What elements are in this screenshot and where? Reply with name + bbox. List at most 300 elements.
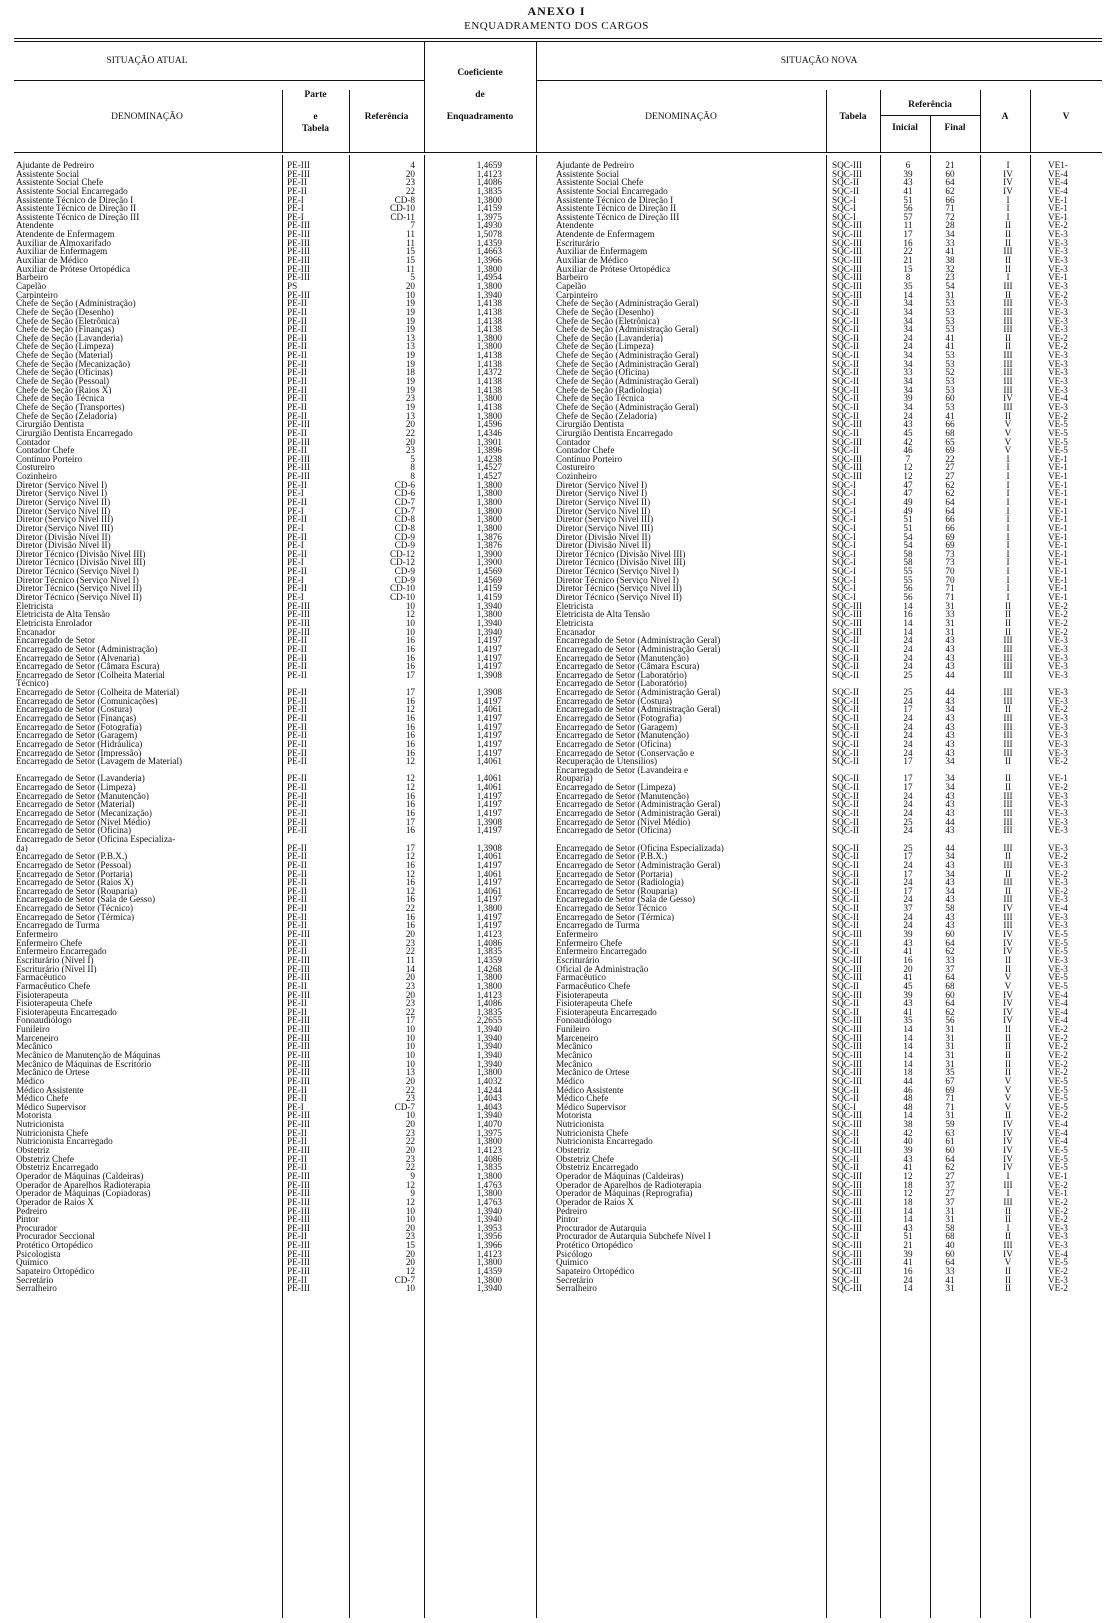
cell-tabela-nova: SQC-II — [832, 635, 860, 646]
cell-coluna-v: VE-3 — [1048, 730, 1068, 741]
cell-referencia-inicial: 54 — [903, 531, 913, 542]
cell-parte-tabela: PE-II — [287, 306, 307, 317]
cell-coluna-a: III — [1003, 721, 1013, 732]
cell-denominacao-nova: Encarregado de Setor (Sala de Gesso) — [556, 895, 696, 905]
cell-referencia-inicial: 47 — [903, 479, 913, 490]
cell-denominacao-nova: Encarregado de Setor (Laboratório) — [556, 679, 687, 689]
cell-coeficiente: 1,4138 — [476, 306, 502, 317]
cell-referencia-inicial: 24 — [903, 643, 913, 654]
cell-referencia-final: 53 — [945, 358, 955, 369]
cell-tabela-nova: SQC-II — [832, 790, 860, 801]
cell-denominacao-atual: Mecânico — [16, 1042, 53, 1051]
cell-referencia-atual: 19 — [405, 358, 415, 369]
cell-denominacao-nova: Contador — [556, 437, 591, 447]
cell-denominacao-nova: Químico — [556, 1258, 589, 1268]
cell-referencia-final: 34 — [945, 756, 955, 767]
cell-coluna-a: IV — [1003, 185, 1013, 196]
cell-referencia-atual: 10 — [405, 1283, 415, 1294]
cell-coeficiente: 1,3800 — [476, 341, 502, 352]
header-denominacao-nova: DENOMINAÇÃO — [645, 112, 717, 122]
cell-referencia-inicial: 24 — [903, 799, 913, 810]
cell-denominacao-nova: Diretor (Serviço Nível I) — [556, 480, 648, 490]
cell-coluna-v: VE-3 — [1048, 643, 1068, 654]
cell-referencia-final: 54 — [945, 280, 955, 291]
cell-parte-tabela: PE-II — [287, 1006, 307, 1017]
cell-denominacao-atual: Atendente de Enfermagem — [16, 230, 115, 239]
cell-parte-tabela: PE-II — [287, 687, 307, 698]
header-situacao-nova: SITUAÇÃO NOVA — [780, 56, 858, 66]
cell-referencia-final: 37 — [945, 1179, 955, 1190]
cell-referencia-atual: 12 — [405, 773, 415, 784]
top-rule — [14, 38, 1102, 39]
cell-coluna-v: VE-1 — [1048, 272, 1068, 283]
cell-denominacao-nova: Médico Assistente — [556, 1085, 624, 1095]
cell-tabela-nova: SQC-II — [832, 773, 860, 784]
cell-tabela-nova: SQC-I — [832, 583, 856, 594]
cell-denominacao-nova: Funileiro — [556, 1025, 590, 1034]
cell-referencia-inicial: 16 — [903, 954, 913, 965]
cell-referencia-atual: CD-12 — [389, 557, 415, 568]
cell-tabela-nova: SQC-II — [832, 808, 860, 819]
cell-coeficiente: 1,4569 — [476, 574, 502, 585]
cell-referencia-atual: 18 — [405, 367, 415, 378]
cell-referencia-atual: CD-8 — [394, 514, 415, 525]
cell-coeficiente: 1,4138 — [476, 324, 502, 335]
cell-denominacao-nova: Assistente Técnico de Direção II — [556, 204, 677, 213]
cell-parte-tabela: PE-II — [287, 324, 307, 335]
cell-referencia-final: 43 — [945, 859, 955, 870]
cell-tabela-nova: SQC-III — [832, 237, 863, 248]
cell-coeficiente: 1,3940 — [476, 1041, 502, 1052]
cell-denominacao-nova: Chefe de Seção (Eletrônica) — [556, 316, 660, 326]
cell-referencia-inicial: 35 — [903, 280, 913, 291]
cell-referencia-atual: 16 — [405, 877, 415, 888]
cell-denominacao-nova: Encarregado de Setor (Manutenção) — [556, 653, 689, 663]
cell-denominacao-nova: Recuperação de Utensílios) — [556, 757, 658, 766]
cell-tabela-nova: SQC-II — [832, 859, 860, 870]
cell-referencia-final: 66 — [945, 514, 955, 525]
cell-tabela-nova: SQC-III — [832, 272, 863, 283]
cell-coluna-a: III — [1003, 350, 1013, 361]
cell-tabela-nova: SQC-II — [832, 1093, 860, 1104]
cell-parte-tabela: PE-II — [287, 514, 307, 525]
cell-denominacao-atual: Encarregado de Setor (Costura) — [16, 705, 133, 715]
cell-tabela-nova: SQC-I — [832, 505, 856, 516]
table-body — [0, 161, 1113, 1293]
cell-referencia-inicial: 24 — [903, 652, 913, 663]
cell-denominacao-atual: Sapateiro Ortopédico — [16, 1267, 95, 1276]
cell-parte-tabela: PE-II — [287, 721, 307, 732]
cell-coluna-v: VE-3 — [1048, 1274, 1068, 1285]
cell-coluna-v: VE-2 — [1048, 868, 1068, 879]
cell-denominacao-atual: Barbeiro — [16, 273, 49, 282]
cell-referencia-inicial: 12 — [903, 1170, 913, 1181]
cell-referencia-atual: 16 — [405, 738, 415, 749]
cell-referencia-final: 70 — [945, 566, 955, 577]
cell-referencia-inicial: 51 — [903, 194, 913, 205]
cell-parte-tabela: PE-II — [287, 1127, 307, 1138]
cell-coluna-a: II — [1004, 1024, 1012, 1035]
cell-coluna-a: V — [1004, 427, 1012, 438]
cell-referencia-atual: 19 — [405, 315, 415, 326]
cell-coeficiente: 1,4197 — [476, 911, 502, 922]
cell-parte-tabela: PE-III — [287, 1015, 310, 1026]
cell-referencia-atual: 8 — [410, 471, 415, 482]
cell-coluna-a: IV — [1003, 1162, 1013, 1173]
cell-coluna-a: II — [1004, 341, 1012, 352]
cell-coluna-a: IV — [1003, 998, 1013, 1009]
cell-tabela-nova: SQC-III — [832, 471, 863, 482]
cell-denominacao-nova: Procurador de Autarquia — [556, 1223, 647, 1233]
cell-denominacao-atual: Funileiro — [16, 1025, 50, 1034]
cell-tabela-nova: SQC-III — [832, 1032, 863, 1043]
cell-coeficiente: 1,3800 — [476, 194, 502, 205]
cell-parte-tabela: PE-III — [287, 272, 310, 283]
cell-coeficiente: 1,4138 — [476, 358, 502, 369]
cell-coluna-v: VE-3 — [1048, 816, 1068, 827]
cell-referencia-inicial: 24 — [903, 920, 913, 931]
cell-referencia-final: 43 — [945, 713, 955, 723]
cell-referencia-inicial: 18 — [903, 1067, 913, 1078]
cell-coeficiente: 1,4061 — [476, 868, 502, 879]
cell-coluna-a: II — [1004, 773, 1012, 784]
cell-denominacao-nova: Eletricista — [556, 601, 594, 611]
cell-coluna-a: II — [1004, 868, 1012, 879]
cell-referencia-final: 53 — [945, 384, 955, 395]
cell-coeficiente: 1,4138 — [476, 315, 502, 326]
cell-coluna-a: III — [1003, 661, 1013, 672]
cell-coluna-v: VE-4 — [1048, 1119, 1068, 1130]
cell-referencia-inicial: 24 — [903, 790, 913, 801]
cell-coluna-v: VE-1 — [1048, 496, 1068, 507]
header-tabela: Tabela — [839, 112, 867, 122]
cell-referencia-inicial: 24 — [903, 730, 913, 741]
cell-referencia-atual: 10 — [405, 1049, 415, 1060]
cell-tabela-nova: SQC-I — [832, 514, 856, 525]
cell-referencia-inicial: 43 — [903, 1222, 913, 1233]
cell-referencia-atual: 10 — [405, 1110, 415, 1121]
cell-referencia-final: 64 — [945, 496, 955, 507]
cell-referencia-atual: 19 — [405, 324, 415, 335]
cell-denominacao-atual: Chefe de Seção (Zeladoria) — [16, 411, 117, 421]
cell-tabela-nova: SQC-II — [832, 427, 860, 438]
cell-parte-tabela: PE-II — [287, 358, 307, 369]
cell-referencia-inicial: 34 — [903, 358, 913, 369]
cell-referencia-atual: CD-10 — [389, 583, 415, 594]
cell-denominacao-atual: Encarregado de Setor (Nível Médio) — [16, 817, 151, 827]
cell-coeficiente: 1,4123 — [476, 1248, 502, 1259]
cell-tabela-nova: SQC-III — [832, 617, 863, 628]
cell-coluna-a: I — [1006, 505, 1010, 516]
cell-referencia-final: 61 — [945, 1136, 955, 1147]
cell-denominacao-nova: Encarregado de Setor (Administração Geral) — [556, 644, 721, 654]
cell-parte-tabela: PE-III — [287, 1024, 310, 1035]
cell-coluna-a: III — [1003, 306, 1013, 317]
cell-referencia-inicial: 35 — [903, 1015, 913, 1026]
cell-denominacao-nova: Encarregado de Setor (Portaria) — [556, 869, 673, 879]
cell-parte-tabela: PE-III — [287, 168, 310, 179]
cell-denominacao-atual: Diretor (Serviço Nível II) — [16, 506, 111, 516]
cell-coluna-v: VE-4 — [1048, 185, 1068, 196]
cell-parte-tabela: PE-II — [287, 401, 307, 412]
cell-referencia-final: 31 — [945, 1214, 955, 1225]
cell-tabela-nova: SQC-I — [832, 211, 856, 222]
cell-denominacao-nova: Assistente Técnico de Direção III — [556, 212, 680, 222]
cell-denominacao-atual: Encarregado de Setor (Garagem) — [16, 731, 138, 740]
cell-referencia-atual: 17 — [405, 687, 415, 698]
cell-denominacao-nova: Operador de Aparelhos de Radioterapia — [556, 1180, 702, 1190]
cell-referencia-atual: CD-10 — [389, 203, 415, 214]
cell-referencia-atual: 12 — [405, 885, 415, 896]
cell-coluna-a: I — [1006, 488, 1010, 499]
cell-referencia-atual: 15 — [405, 1240, 415, 1251]
cell-parte-tabela: PE-III — [287, 220, 310, 231]
cell-parte-tabela: PE-II — [287, 341, 307, 352]
cell-denominacao-nova: Contínuo Porteiro — [556, 454, 623, 464]
cell-tabela-nova: SQC-II — [832, 704, 860, 715]
cell-referencia-inicial: 51 — [903, 522, 913, 533]
cell-referencia-inicial: 21 — [903, 255, 913, 266]
cell-coluna-v: VE-2 — [1048, 1214, 1068, 1225]
cell-tabela-nova: SQC-II — [832, 341, 860, 352]
cell-referencia-final: 43 — [945, 747, 955, 758]
cell-denominacao-nova: Cirurgião Dentista Encarregado — [556, 428, 673, 438]
cell-parte-tabela: PE-II — [287, 825, 307, 836]
cell-parte-tabela: PE-III — [287, 453, 310, 464]
cell-referencia-final: 43 — [945, 695, 955, 706]
cell-referencia-atual: 20 — [405, 1222, 415, 1233]
cell-denominacao-nova: Encarregado de Setor (Rouparia) — [556, 886, 678, 896]
cell-denominacao-nova: Chefe de Seção (Administração Geral) — [556, 402, 699, 412]
cell-coeficiente: 1,3940 — [476, 1049, 502, 1060]
cell-coluna-v: VE-1 — [1048, 583, 1068, 594]
cell-tabela-nova: SQC-II — [832, 920, 860, 931]
cell-coluna-a: II — [1004, 1041, 1012, 1052]
cell-referencia-atual: 11 — [406, 954, 415, 965]
cell-tabela-nova: SQC-II — [832, 1162, 860, 1173]
cell-denominacao-nova: Obstetriz Chefe — [556, 1154, 614, 1164]
cell-tabela-nova: SQC-III — [832, 1075, 863, 1086]
cell-denominacao-atual: Eletricista Enrolador — [16, 618, 93, 628]
cell-denominacao-nova: Chefe de Seção (Limpeza) — [556, 342, 654, 352]
cell-coluna-a: V — [1004, 436, 1012, 447]
cell-tabela-nova: SQC-III — [832, 989, 863, 1000]
cell-parte-tabela: PE-III — [287, 255, 310, 266]
cell-parte-tabela: PE-III — [287, 972, 310, 983]
cell-denominacao-nova: Diretor Técnico (Divisão Nível III) — [556, 558, 686, 568]
cell-referencia-inicial: 56 — [903, 583, 913, 594]
header-referencia-atual: Referência — [364, 112, 409, 122]
cell-parte-tabela: PE-III — [287, 1145, 310, 1156]
cell-tabela-nova: SQC-III — [832, 1170, 863, 1181]
cell-referencia-inicial: 49 — [903, 496, 913, 507]
cell-coeficiente: 1,3940 — [476, 626, 502, 637]
cell-referencia-inicial: 17 — [903, 885, 913, 896]
cell-coluna-a: III — [1003, 894, 1013, 905]
cell-tabela-nova: SQC-II — [832, 1136, 860, 1147]
cell-referencia-final: 41 — [945, 246, 955, 257]
cell-coluna-a: I — [1006, 203, 1010, 214]
cell-denominacao-atual: Encarregado de Setor (Lavanderia) — [16, 774, 145, 784]
cell-referencia-final: 68 — [945, 1231, 955, 1242]
cell-referencia-inicial: 25 — [903, 669, 913, 680]
cell-denominacao-atual: Encarregado de Setor (Térmica) — [16, 912, 135, 922]
cell-coeficiente: 1,4346 — [476, 427, 502, 438]
cell-denominacao-nova: Chefe de Seção (Oficina) — [556, 368, 650, 378]
cell-coluna-v: VE-3 — [1048, 635, 1068, 646]
cell-denominacao-atual: Nutricionista Encarregado — [16, 1137, 113, 1147]
cell-coluna-v: VE-3 — [1048, 246, 1068, 257]
cell-coeficiente: 1,4061 — [476, 756, 502, 767]
cell-tabela-nova: SQC-III — [832, 1024, 863, 1035]
cell-parte-tabela: PE-II — [287, 782, 307, 793]
cell-referencia-inicial: 38 — [903, 1119, 913, 1130]
cell-denominacao-nova: Diretor Técnico (Serviço Nível II) — [556, 584, 682, 594]
cell-coluna-v: VE-2 — [1048, 1067, 1068, 1078]
cell-referencia-final: 43 — [945, 808, 955, 819]
cell-referencia-final: 53 — [945, 376, 955, 387]
cell-referencia-atual: CD-9 — [394, 574, 415, 585]
cell-referencia-inicial: 16 — [903, 1266, 913, 1276]
cell-denominacao-atual: Chefe de Seção (Transportes) — [16, 402, 125, 412]
cell-tabela-nova: SQC-II — [832, 799, 860, 810]
cell-denominacao-nova: Chefe de Seção (Zeladoria) — [556, 411, 657, 421]
cell-referencia-inicial: 41 — [903, 185, 913, 196]
cell-coeficiente: 1,3940 — [476, 1058, 502, 1069]
cell-denominacao-atual: Encarregado de Setor (Colheita Material — [16, 670, 165, 680]
cell-coluna-a: II — [1004, 237, 1012, 248]
cell-referencia-final: 31 — [945, 1049, 955, 1060]
cell-coeficiente: 1,4197 — [476, 799, 502, 810]
cell-denominacao-atual: Contador — [16, 437, 51, 447]
cell-coluna-a: III — [1003, 790, 1013, 801]
top-rule-double — [14, 41, 1102, 42]
cell-coluna-v: VE-1 — [1048, 574, 1068, 585]
cell-referencia-final: 62 — [945, 1006, 955, 1017]
cell-coeficiente: 1,4197 — [476, 730, 502, 741]
cell-referencia-inicial: 58 — [903, 548, 913, 559]
cell-referencia-atual: 11 — [406, 263, 415, 274]
cell-denominacao-nova: Sapateiro Ortopédico — [556, 1267, 635, 1276]
cell-denominacao-nova: Encarregado de Setor (Manutenção) — [556, 791, 689, 801]
cell-parte-tabela: PE-I — [287, 505, 304, 516]
cell-coluna-v: VE-3 — [1048, 324, 1068, 335]
cell-tabela-nova: SQC-II — [832, 851, 860, 862]
cell-coluna-a: II — [1004, 220, 1012, 231]
cell-referencia-atual: 4 — [410, 160, 415, 170]
cell-referencia-inicial: 24 — [903, 661, 913, 672]
cell-referencia-atual: 12 — [405, 782, 415, 793]
cell-referencia-final: 31 — [945, 1110, 955, 1121]
cell-coluna-a: IV — [1003, 929, 1013, 940]
cell-denominacao-nova: Marceneiro — [556, 1033, 599, 1043]
cell-coeficiente: 1,3800 — [476, 410, 502, 421]
cell-coluna-v: VE-3 — [1048, 808, 1068, 819]
cell-coeficiente: 1,4763 — [476, 1196, 502, 1207]
cell-coeficiente: 1,3896 — [476, 445, 502, 456]
cell-tabela-nova: SQC-II — [832, 669, 860, 680]
document-subtitle: ENQUADRAMENTO DOS CARGOS — [464, 20, 649, 32]
cell-referencia-atual: 23 — [405, 1231, 415, 1242]
cell-referencia-atual: CD-9 — [394, 566, 415, 577]
cell-coluna-v: VE-3 — [1048, 350, 1068, 361]
cell-coluna-v: VE-3 — [1048, 280, 1068, 291]
cell-denominacao-nova: Diretor Técnico (Divisão Nível III) — [556, 549, 686, 559]
cell-referencia-atual: 16 — [405, 747, 415, 758]
cell-coluna-v: VE-5 — [1048, 427, 1068, 438]
cell-tabela-nova: SQC-III — [832, 1240, 863, 1251]
cell-coeficiente: 1,3800 — [476, 479, 502, 490]
cell-parte-tabela: PE-III — [287, 929, 310, 940]
cell-coluna-v: VE-2 — [1048, 1179, 1068, 1190]
cell-denominacao-atual: Diretor Técnico (Divisão Nível III) — [16, 549, 146, 559]
cell-denominacao-atual: Encarregado de Setor (Oficina Especializa- — [16, 834, 176, 844]
cell-coluna-v: VE-1 — [1048, 471, 1068, 482]
cell-referencia-inicial: 17 — [903, 773, 913, 784]
cell-coeficiente: 1,4159 — [476, 592, 502, 603]
cell-tabela-nova: SQC-III — [832, 1041, 863, 1052]
cell-referencia-inicial: 24 — [903, 911, 913, 922]
cell-parte-tabela: PE-II — [287, 730, 307, 741]
cell-parte-tabela: PE-II — [287, 1093, 307, 1104]
cell-referencia-inicial: 43 — [903, 419, 913, 430]
cell-referencia-atual: 20 — [405, 436, 415, 447]
cell-coluna-v: VE-1 — [1048, 479, 1068, 490]
cell-referencia-atual: CD-7 — [394, 1101, 415, 1112]
cell-denominacao-atual: Enfermeiro Encarregado — [16, 947, 107, 956]
cell-tabela-nova: SQC-III — [832, 929, 863, 940]
cell-parte-tabela: PE-II — [287, 384, 307, 395]
cell-coeficiente: 1,4197 — [476, 635, 502, 646]
cell-referencia-atual: 23 — [405, 998, 415, 1009]
cell-coeficiente: 1,4197 — [476, 721, 502, 732]
cell-denominacao-atual: Diretor (Serviço Nível I) — [16, 480, 108, 490]
cell-coeficiente: 1,4930 — [476, 220, 502, 231]
cell-coeficiente: 1,4086 — [476, 1153, 502, 1164]
cell-tabela-nova: SQC-II — [832, 980, 860, 991]
cell-denominacao-atual: Chefe de Seção (Lavanderia) — [16, 333, 123, 343]
cell-tabela-nova: SQC-II — [832, 298, 860, 309]
cell-referencia-atual: 5 — [410, 272, 415, 283]
cell-referencia-inicial: 42 — [903, 1127, 913, 1138]
cell-referencia-atual: 23 — [405, 445, 415, 456]
cell-denominacao-nova: Auxiliar de Médico — [556, 256, 628, 265]
cell-coeficiente: 1,4763 — [476, 1179, 502, 1190]
cell-tabela-nova: SQC-III — [832, 972, 863, 983]
cell-coluna-v: VE-5 — [1048, 1084, 1068, 1095]
cell-referencia-atual: 10 — [405, 600, 415, 611]
cell-parte-tabela: PE-II — [287, 1153, 307, 1164]
cell-tabela-nova: SQC-III — [832, 1145, 863, 1156]
cell-tabela-nova: SQC-I — [832, 531, 856, 542]
table-row — [0, 757, 1113, 766]
cell-parte-tabela: PE-III — [287, 1110, 310, 1121]
cell-referencia-atual: CD-9 — [394, 540, 415, 551]
cell-coluna-a: II — [1004, 255, 1012, 266]
cell-referencia-inicial: 48 — [903, 1101, 913, 1112]
cell-referencia-final: 43 — [945, 652, 955, 663]
cell-denominacao-nova: Atendente — [556, 221, 594, 231]
cell-coeficiente: 1,4238 — [476, 453, 502, 464]
cell-referencia-final: 62 — [945, 488, 955, 499]
cell-denominacao-nova: Diretor (Serviço Nível II) — [556, 506, 651, 516]
cell-referencia-atual: 22 — [405, 903, 415, 914]
cell-coluna-v: VE-5 — [1048, 1145, 1068, 1156]
cell-referencia-atual: 17 — [405, 816, 415, 827]
header-v: V — [1062, 112, 1070, 122]
header-coeficiente-1: Coeficiente — [457, 68, 503, 78]
cell-referencia-inicial: 54 — [903, 540, 913, 551]
